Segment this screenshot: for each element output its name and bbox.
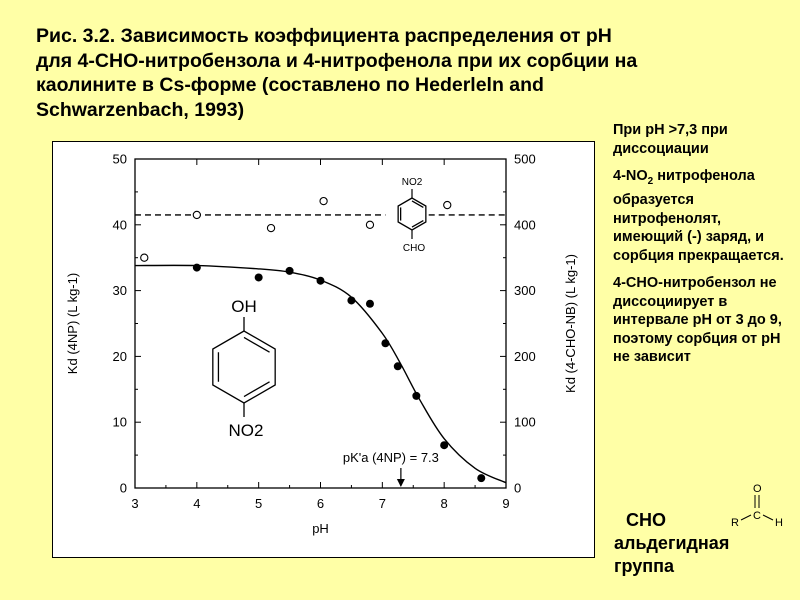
side-note: При pH >7,3 при диссоциации xyxy=(613,122,728,157)
aldehyde-atom-o: O xyxy=(753,483,762,495)
point-4np xyxy=(477,474,485,482)
structure-top-no2-label: NO2 xyxy=(401,177,423,188)
x-tick-label: 6 xyxy=(316,496,325,511)
title-line: каолините в Cs-форме (составлено по Hederleln and xyxy=(36,74,544,96)
point-4np xyxy=(366,300,374,308)
nitrophenol-structure xyxy=(213,331,275,403)
plot-area xyxy=(135,159,506,488)
point-4np xyxy=(394,362,402,370)
point-4np xyxy=(317,277,325,285)
structure-oh-label: OH xyxy=(231,297,257,316)
title-line: Schwarzenbach, 1993) xyxy=(36,98,245,121)
aldehyde-atom-c: C xyxy=(753,510,761,522)
x-tick-label: 3 xyxy=(131,496,139,511)
y-right-tick-label: 200 xyxy=(514,348,536,364)
aldehyde-atom-h: H xyxy=(775,517,783,528)
title-line: для 4-CHO-нитробензола и 4-нитрофенола при их сорбции на xyxy=(36,49,638,72)
point-4np xyxy=(193,264,201,272)
point-4-cho-nb xyxy=(267,224,274,231)
aldehyde-structure-icon xyxy=(728,480,788,528)
x-axis-label: pH xyxy=(312,521,329,536)
aldehyde-caption: альдегидная группа xyxy=(614,533,730,576)
y-right-tick-label: 0 xyxy=(514,480,522,496)
y-left-tick-label: 20 xyxy=(112,348,127,364)
point-4np xyxy=(255,273,263,281)
y-left-tick-label: 50 xyxy=(112,151,127,167)
kd-vs-ph-chart xyxy=(53,142,594,557)
point-4-cho-nb xyxy=(366,221,373,228)
ring-outline xyxy=(398,198,426,230)
side-note: 4-CHO-нитробензол не диссоциирует в интервале pH от 3 до 9, поэтому сорбция от pH не зависит xyxy=(613,275,782,366)
fit-curve-4np xyxy=(135,265,506,482)
cho-nitrobenzene-structure xyxy=(398,198,426,230)
y-left-tick-label: 30 xyxy=(112,283,127,299)
y-right-tick-label: 100 xyxy=(514,414,536,430)
y-left-axis-label: Kd (4NP) (L kg-1) xyxy=(65,272,80,375)
pka-arrow-head xyxy=(397,479,405,487)
point-4-cho-nb xyxy=(141,254,148,261)
y-left-tick-label: 40 xyxy=(112,217,127,233)
slide-title xyxy=(36,24,736,122)
ring-double-bond xyxy=(244,337,270,352)
point-4np xyxy=(440,441,448,449)
point-4-cho-nb xyxy=(444,201,451,208)
x-tick-label: 7 xyxy=(378,496,386,511)
point-4np xyxy=(412,392,420,400)
side-note-no2: $4-NO_2$ нитрофенола образуется нитрофенолят, имеющий (-) заряд, и сорбция прекращается. xyxy=(613,168,784,264)
ring-outline xyxy=(213,331,275,403)
x-tick-label: 5 xyxy=(255,496,263,511)
point-4np xyxy=(381,339,389,347)
pka-annotation: pK'a (4NP) = 7.3 xyxy=(342,450,439,465)
structure-no2-label: NO2 xyxy=(228,421,264,440)
point-4-cho-nb xyxy=(320,198,327,205)
point-4np xyxy=(347,296,355,304)
x-tick-label: 4 xyxy=(193,496,201,511)
y-right-tick-label: 300 xyxy=(514,283,536,299)
point-4np xyxy=(286,267,294,275)
y-right-tick-label: 500 xyxy=(514,151,536,167)
aldehyde-formula: CHO xyxy=(626,510,666,530)
ring-double-bond xyxy=(244,382,270,397)
side-notes xyxy=(613,121,793,376)
y-left-tick-label: 10 xyxy=(112,414,127,430)
y-right-axis-label: Kd (4-CHO-NB) (L kg-1) xyxy=(563,254,578,393)
y-right-tick-label: 400 xyxy=(514,217,536,233)
aldehyde-atom-r: R xyxy=(731,517,739,528)
y-left-tick-label: 0 xyxy=(119,480,127,496)
structure-top-cho-label: CHO xyxy=(402,243,426,254)
chart-frame xyxy=(52,141,595,558)
title-line: Рис. 3.2. Зависимость коэффициента распределения от pH xyxy=(36,25,612,47)
point-4-cho-nb xyxy=(193,211,200,218)
x-tick-label: 9 xyxy=(502,496,510,511)
x-tick-label: 8 xyxy=(440,496,448,511)
